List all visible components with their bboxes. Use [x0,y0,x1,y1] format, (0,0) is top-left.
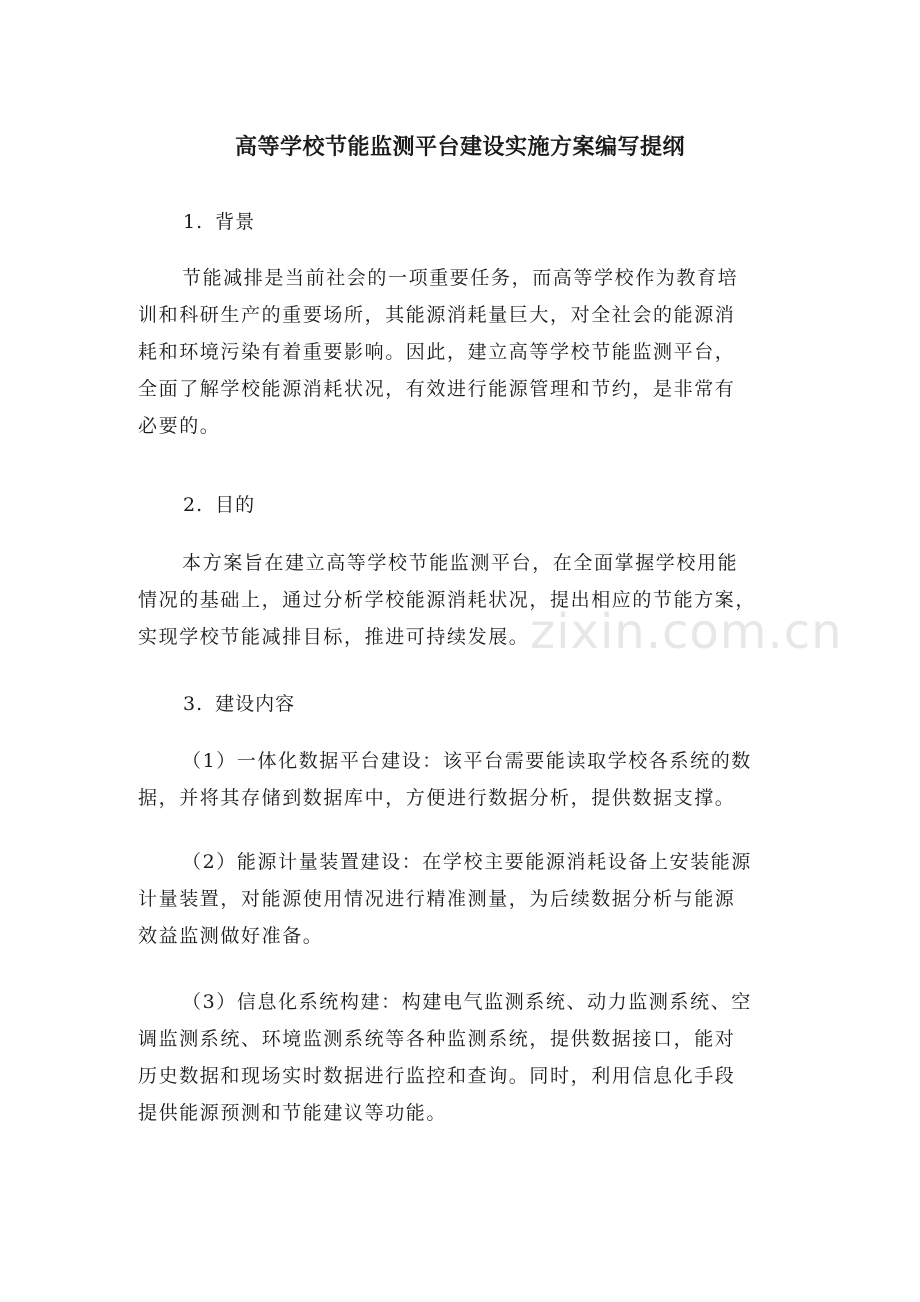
section-title: 建设内容 [215,693,296,715]
section-title: 背景 [215,211,256,233]
section-heading-purpose [183,491,255,519]
watermark: zixin.com.cn [530,604,843,660]
paragraph-line: （2）能源计量装置建设：在学校主要能源消耗设备上安装能源 [182,851,752,873]
section-title: 目的 [215,494,256,516]
paragraph-line: 训和科研生产的重要场所，其能源消耗量巨大，对全社会的能源消 [138,304,736,326]
paragraph-line: （1）一体化数据平台建设：该平台需要能读取学校各系统的数 [182,750,752,772]
paragraph-line: 耗和环境污染有着重要影响。因此，建立高等学校节能监测平台， [138,341,736,363]
paragraph-item-2 [138,844,788,955]
paragraph-item-1 [138,743,788,817]
paragraph-line: 实现学校节能减排目标，推进可持续发展。 [138,626,530,648]
document-title: 高等学校节能监测平台建设实施方案编写提纲 [234,135,685,160]
paragraph-line: 效益监测做好准备。 [138,925,324,947]
paragraph-line: 本方案旨在建立高等学校节能监测平台，在全面掌握学校用能 [182,552,739,574]
section-heading-background [183,208,255,236]
paragraph-line: 必要的。 [138,415,221,437]
paragraph-line: 计量装置，对能源使用情况进行精准测量，为后续数据分析与能源 [138,888,736,910]
section-heading-construction [183,690,295,718]
paragraph-line: 历史数据和现场实时数据进行监控和查询。同时，利用信息化手段 [138,1065,736,1087]
paragraph-line: 全面了解学校能源消耗状况，有效进行能源管理和节约，是非常有 [138,378,736,400]
section-number: 2. [183,494,204,516]
paragraph-line: 据，并将其存储到数据库中，方便进行数据分析，提供数据支撑。 [138,787,736,809]
paragraph-line: 调监测系统、环境监测系统等各种监测系统，提供数据接口，能对 [138,1028,736,1050]
paragraph-line: 提供能源预测和节能建议等功能。 [138,1102,448,1124]
paragraph-line: 情况的基础上，通过分析学校能源消耗状况，提出相应的节能方案， [138,589,757,611]
section-number: 3. [183,693,204,715]
paragraph-line: （3）信息化系统构建：构建电气监测系统、动力监测系统、空 [182,991,752,1013]
section-number: 1. [183,211,204,233]
paragraph-line: 节能减排是当前社会的一项重要任务，而高等学校作为教育培 [182,267,739,289]
paragraph-item-3 [138,984,788,1132]
paragraph-background [138,260,788,445]
